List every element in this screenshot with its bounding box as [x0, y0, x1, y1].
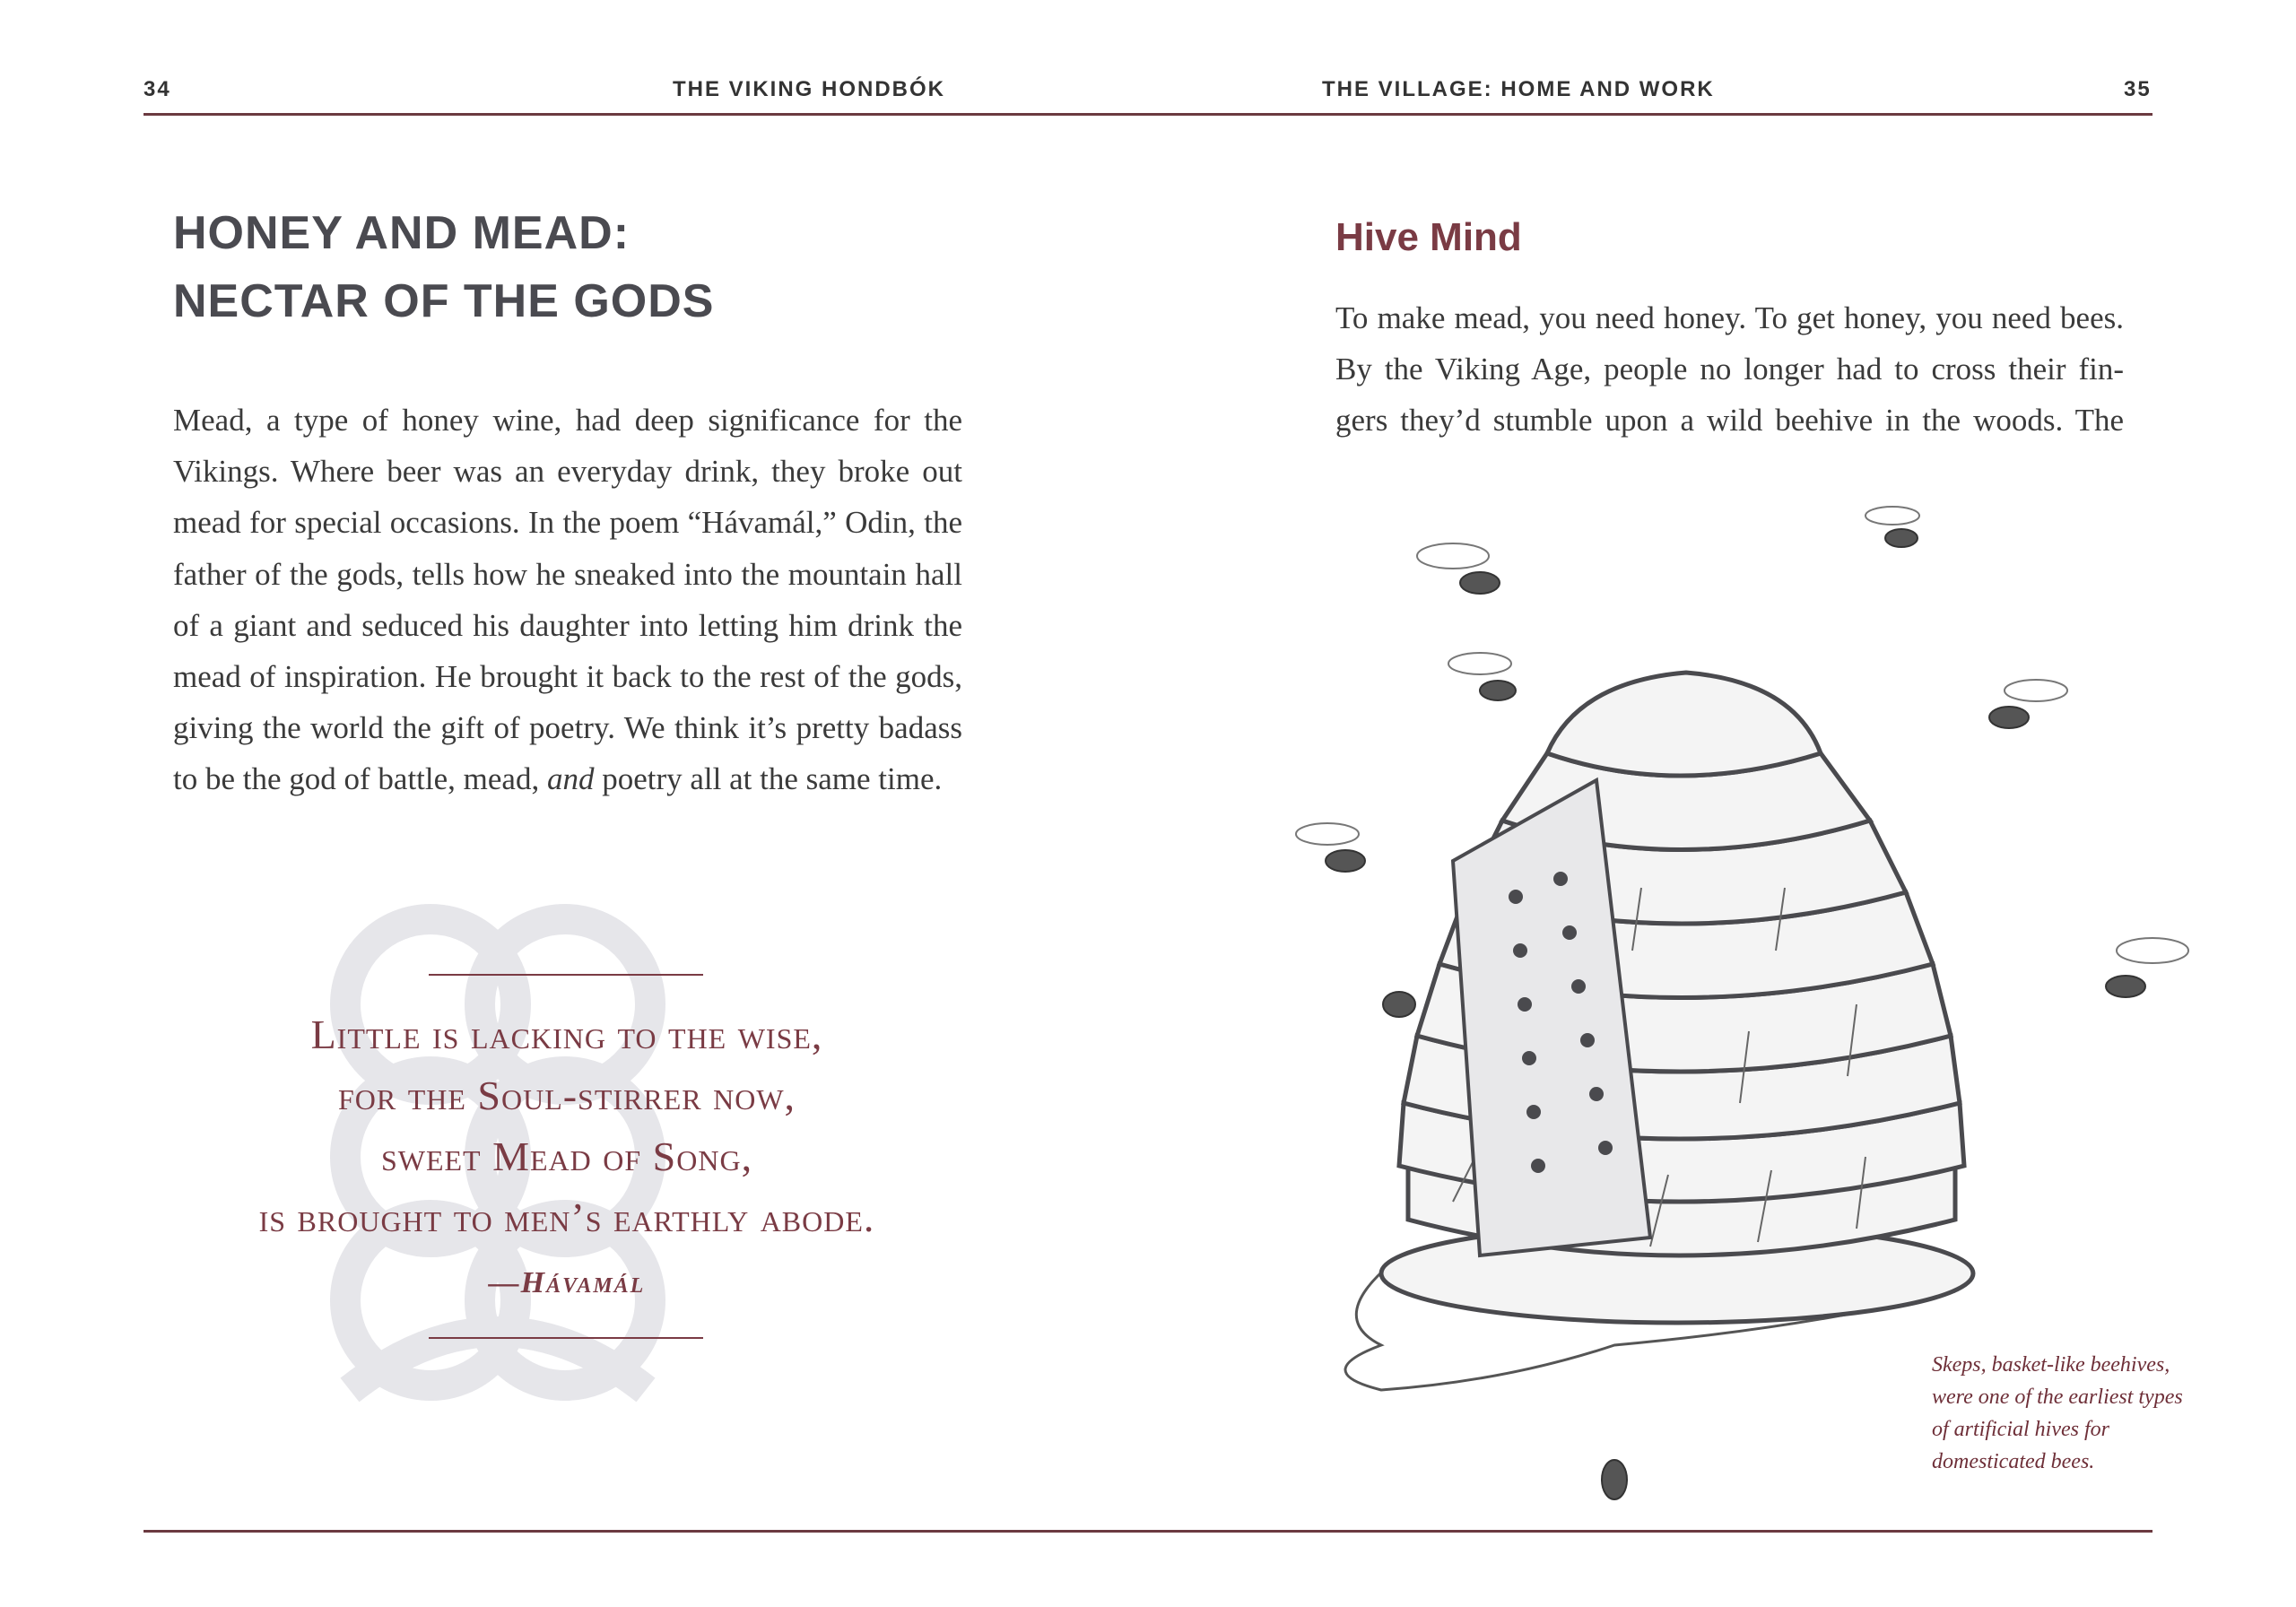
- left-page-number: 34: [144, 77, 171, 101]
- quote-bottom-rule: [429, 1337, 703, 1339]
- illustration-caption: Skeps, basket-like beehives, were one of the earliest types of artificial hives for domesticated bees.: [1932, 1353, 2183, 1473]
- hive-paragraph: To make mead, you need honey. To get honey, you need bees. By the Viking Age, people no longer had to cross their fin-gers they’d stumble upon a wild beehive in the woods. The: [1335, 300, 2124, 439]
- right-running-title: THE VILLAGE: HOME AND WORK: [1322, 77, 1715, 101]
- left-running-title: THE VIKING HONDBÓK: [673, 77, 946, 101]
- quote-line: is brought to men’s earthly abode.: [258, 1194, 875, 1240]
- quote-line: sweet Mead of Song,: [380, 1134, 753, 1179]
- quote-line: for the Soul-stirrer now,: [337, 1073, 796, 1118]
- footer-rule: [144, 1530, 2152, 1533]
- intro-paragraph: [173, 395, 962, 805]
- section-title: Hive Mind: [1335, 215, 1522, 259]
- quote-top-rule: [429, 974, 703, 976]
- quote-line: Little is lacking to the wise,: [310, 1012, 823, 1057]
- right-page-number: 35: [2124, 77, 2152, 101]
- quote-attribution: —Hávamál: [488, 1266, 646, 1299]
- pull-quote: [135, 1004, 999, 1248]
- chapter-title-line1: HONEY AND MEAD:: [173, 207, 631, 259]
- chapter-title-line2: NECTAR OF THE GODS: [173, 275, 715, 327]
- chapter-title: [173, 199, 714, 335]
- paragraph-text: Mead, a type of honey wine, had deep significance for the Vikings. Where beer was an everyday drink, they broke out mead for special occasions. In the poem “Hávamál,” Odin, the father of the gods, tells how he sneaked into the mountain hall of a giant and seduced his daughter into letting him drink the mead of inspiration. He brought it back to the rest of the gods, giving the world the gift of poetry. We think it’s pretty badass to be the god of battle, mead,: [173, 403, 962, 797]
- paragraph-italic: and: [546, 761, 595, 797]
- paragraph-text-end: poetry all at the same time.: [594, 761, 943, 797]
- header-rule: [144, 113, 2152, 116]
